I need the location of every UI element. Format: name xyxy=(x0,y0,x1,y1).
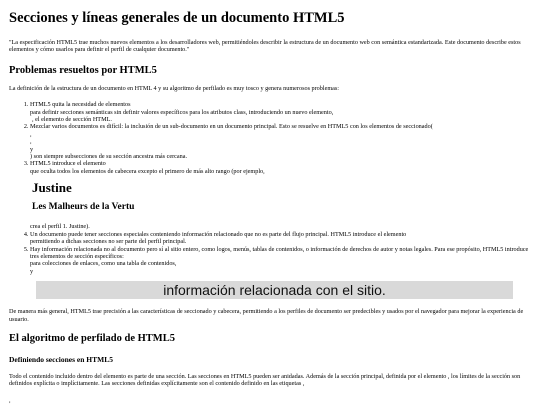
section-heading-algorithm: El algoritmo de perfilado de HTML5 xyxy=(9,332,175,344)
list-item-text: y xyxy=(30,145,34,153)
list-item-text: para colecciones de enlaces, como una tabla de contenidos, xyxy=(30,260,177,268)
list-item-text: crea el perfil 1. Justine). xyxy=(30,223,90,231)
list-item-text: y xyxy=(30,267,34,275)
example-heading-justine: Justine xyxy=(32,180,72,196)
list-item-text: 2. Mezclar varios documentos es difícil: la inclusión de un sub-documento en un documento principal. Esto se resuelve en HTML5 con los elementos de seccionado( xyxy=(30,123,433,131)
list-item-text: 4. Un documento puede tener secciones especiales conteniendo información relacionado que no es parte del flujo principal. HTML5 introduce el elemento xyxy=(30,230,407,238)
intro-quote: "La especificación HTML5 trae muchos nuevos elementos a los desarrolladores web, permitiéndoles describir la estructura de un documento web con semántica estandarizada. Este documento describe estos elementos y cómo usarlos para definir el perfil de cualquier documento." xyxy=(9,39,521,54)
section-paragraph: La definición de la estructura de un documento en HTML 4 y su algoritmo de perfilado es muy tosco y genera numerosos problemas: xyxy=(9,84,340,92)
site-info-banner: información relacionada con el sitio. xyxy=(36,281,513,299)
problems-list xyxy=(9,101,531,275)
list-item-text: , xyxy=(30,138,32,146)
list-item-text: , xyxy=(30,130,32,138)
trailing-text: , xyxy=(9,396,11,404)
section-heading-problems: Problemas resueltos por HTML5 xyxy=(9,64,157,76)
list-item-text: para definir secciones semánticas sin definir valores específicos para los atributos class, introduciendo un nuevo elemento, xyxy=(30,108,334,116)
list-item-text: ) son siempre subsecciones de su sección ancestra más cercana. xyxy=(30,153,188,161)
page-title: Secciones y líneas generales de un documento HTML5 xyxy=(9,10,345,26)
closing-paragraph: De manera más general, HTML5 trae precisión a las características de seccionado y cabecera, permitiendo a los perfiles de documento ser predecibles y usados por el navegador para mejorar la experiencia de usuario. xyxy=(9,308,524,323)
list-item xyxy=(30,246,531,276)
list-item-text: permitiendo a dichas secciones no ser parte del perfil principal. xyxy=(30,238,187,246)
example-subheading-malheurs: Les Malheurs de la Vertu xyxy=(32,202,135,213)
list-item-text: 3. HTML5 introduce el elemento xyxy=(30,160,106,168)
list-item xyxy=(30,231,531,246)
list-item-text: , el elemento de sección HTML. xyxy=(32,116,112,124)
list-item xyxy=(30,101,531,123)
list-item-text: que oculta todos los elementos de cabecera excepto el primero de más alto rango (por ejemplo, xyxy=(30,167,265,175)
list-item-text: 1. HTML5 quita la necesidad de elementos xyxy=(30,101,131,109)
section-paragraph: Todo el contenido incluido dentro del elemento es parte de una sección. Las secciones en HTML5 pueden ser anidadas. Además de la sección principal, definida por el elemento , los límites de la sección son definidos explícita o implícitamente. Las secciones definidas explícitamente son el contenido definido en las etiquetas , xyxy=(9,372,521,388)
list-item xyxy=(30,123,531,160)
subsection-heading: Definiendo secciones en HTML5 xyxy=(9,354,113,364)
list-item-text: 5. Hay información relacionada no al documento pero sí al sitio entero, como logos, menús, tablas de contenidos, o información de derechos de autor y notas legales. Para ese propósito, HTML5 introduce tres elementos de sección específicos: xyxy=(30,245,529,260)
list-item xyxy=(30,160,531,230)
